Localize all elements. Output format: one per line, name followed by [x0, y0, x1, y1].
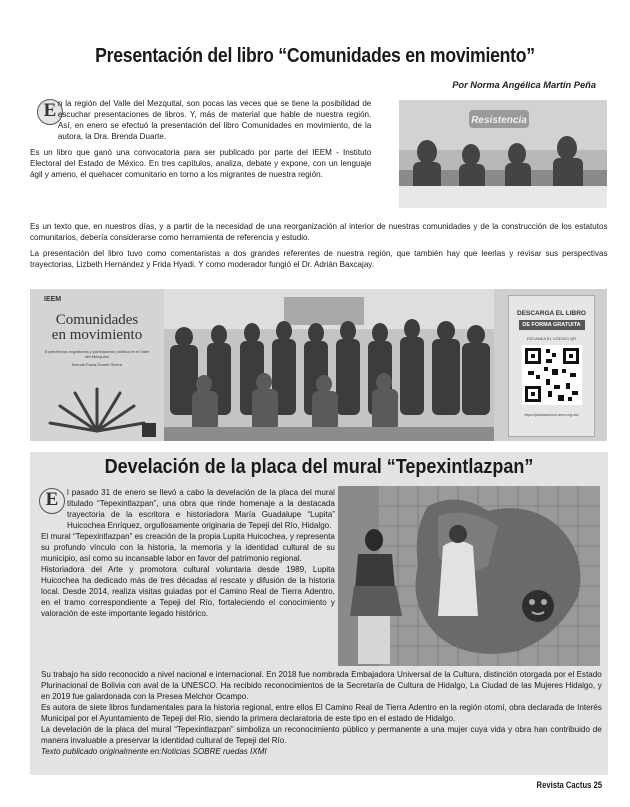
download-line2: DE FORMA GRATUITA: [519, 320, 585, 330]
paragraph: Es un texto que, en nuestros días, y a partir de la necesidad de una reorganización al interior de nuestras comunidades y de la construcción de los estatutos comunitarios, debería considerarse como herramienta de referencia y estudio.: [30, 221, 608, 242]
download-panel: [494, 289, 607, 441]
article-text-intro: [30, 98, 371, 185]
paragraph: Su trabajo ha sido reconocido a nivel nacional e internacional. En 2018 fue nombrada Embajadora Universal de la Cultura, distinción otorgada por el Estado Plurinacional de Bolivia con aval de la UNESCO. Ha recibido reconocimientos de la Secretaría de Cultura de Hidalgo, La Ciudad de las Mujeres Hidalgo, y en 2019 fue galardonada con la Presea Melchor Ocampo.: [41, 669, 602, 701]
paragraph: Es un libro que ganó una convocatoria para ser publicado por parte del IEEM - Instituto Electoral del Estado de México. En tres capítulos, analiza, debate y expone, con un lenguaje ágil y ameno, el quehacer comunitario en torno a los migrantes de nuestra región.: [30, 147, 372, 179]
banner-text: Resistencia: [471, 115, 527, 126]
qr-code-icon: [522, 345, 582, 405]
book-title-line2: en movimiento: [51, 327, 143, 343]
paragraph: La develación de la placa del mural “Tepexintlazpan” simboliza un reconocimiento público y permanente a una mujer cuya vida y obra han contribuido de manera invaluable a preservar la identidad cultural de Tepeji del Río.: [41, 724, 602, 745]
paragraph: El mural “Tepexintlazpan” es creación de la propia Lupita Huicochea, y representa su profundo vínculo con la historia, la memoria y la identidad cultural de su municipio, así como su incansable labor en favor del patrimonio regional.: [41, 531, 335, 563]
group-photo-image: [164, 289, 494, 441]
book-cover: [30, 289, 164, 441]
article-text-body: [30, 221, 608, 275]
paragraph: Historiadora del Arte y promotora cultural voluntaria desde 1989, Lupita Huicochea ha dedicado más de tres décadas al rescate y difusión de la historia local. Desde 2014, realiza visitas guiadas por el Camino Real de Tierra Adentro, en el tramo correspondiente a Tepeji del Río, fortaleciendo el conocimiento y valoración de este importante legado histórico.: [41, 564, 335, 618]
book-author: Brenda Paola Duarte Rivera: [71, 362, 123, 367]
paragraph: l pasado 31 de enero se llevó a cabo la develación de la placa del mural titulado “Tepexintlazpan”, una obra que rinde homenaje a la destacada trayectoria de la escritora e historiadora María Guadalupe “Lupita” Huicochea Enríquez, orgullosamente originaria de Tepeji del Río, Hidalgo.: [67, 487, 335, 530]
page-footer: Revista Cactus 25: [536, 780, 602, 790]
source-note: Texto publicado originalmente en:Noticias SOBRE ruedas IXMI: [41, 746, 267, 756]
article-text-body: [41, 669, 602, 757]
paragraph: Es autora de siete libros fundamentales para la historia regional, entre ellos El Camino Real de Tierra Adentro en la región otomí, obra declarada de Interés Municipal por el Ayuntamiento de Tepeji del Río, siendo la primera declaratoria de este tipo en el estado de Hidalgo.: [41, 702, 602, 723]
drop-cap: E: [37, 99, 63, 125]
book-title-line1: Comunidades: [55, 312, 139, 328]
scan-text: ESCANEA EL CÓDIGO QR: [526, 336, 577, 341]
article-title: Presentación del libro “Comunidades en movimiento”: [95, 44, 535, 67]
group-photo: [164, 289, 494, 441]
download-line1: DESCARGA EL LIBRO: [517, 310, 586, 317]
paragraph: La presentación del libro tuvo como comentaristas a dos grandes referentes de nuestra región, que también hay que leerlas y revisar sus perspectivas trayectorias, Lizbeth Hernández y Frida Hyadi. Y como moderador fungió el Dr. Adrián Baxcajay.: [30, 248, 608, 269]
mural-photo-image: [338, 486, 600, 666]
paragraph: n la región del Valle del Mezquital, son pocas las veces que se tiene la posibilidad de escuchar presentaciones de libros. Y, más de material que hable de nuestra región. Así, en enero se efectuó la presentación del libro Comunidades en movimiento, de la autora, la Dra. Brenda Duarte.: [57, 98, 372, 141]
article-title: Develación de la placa del mural “Tepexintlazpan”: [104, 456, 534, 478]
agave-plant-image: [30, 371, 164, 441]
mural-photo: [338, 486, 600, 666]
article-text-intro: [41, 487, 335, 619]
drop-cap: E: [39, 488, 65, 514]
book-subtitle: Experiencias migratorias y participación política en el Valle del Mezquital: [45, 349, 149, 359]
download-url: https://publicaciones.ieem.org.mx/: [524, 413, 579, 417]
panel-photo: [399, 100, 607, 208]
byline: Por Norma Angélica Martín Peña: [452, 80, 596, 90]
publisher-logo: IEEM: [44, 296, 62, 303]
panel-photo-image: [399, 100, 607, 208]
